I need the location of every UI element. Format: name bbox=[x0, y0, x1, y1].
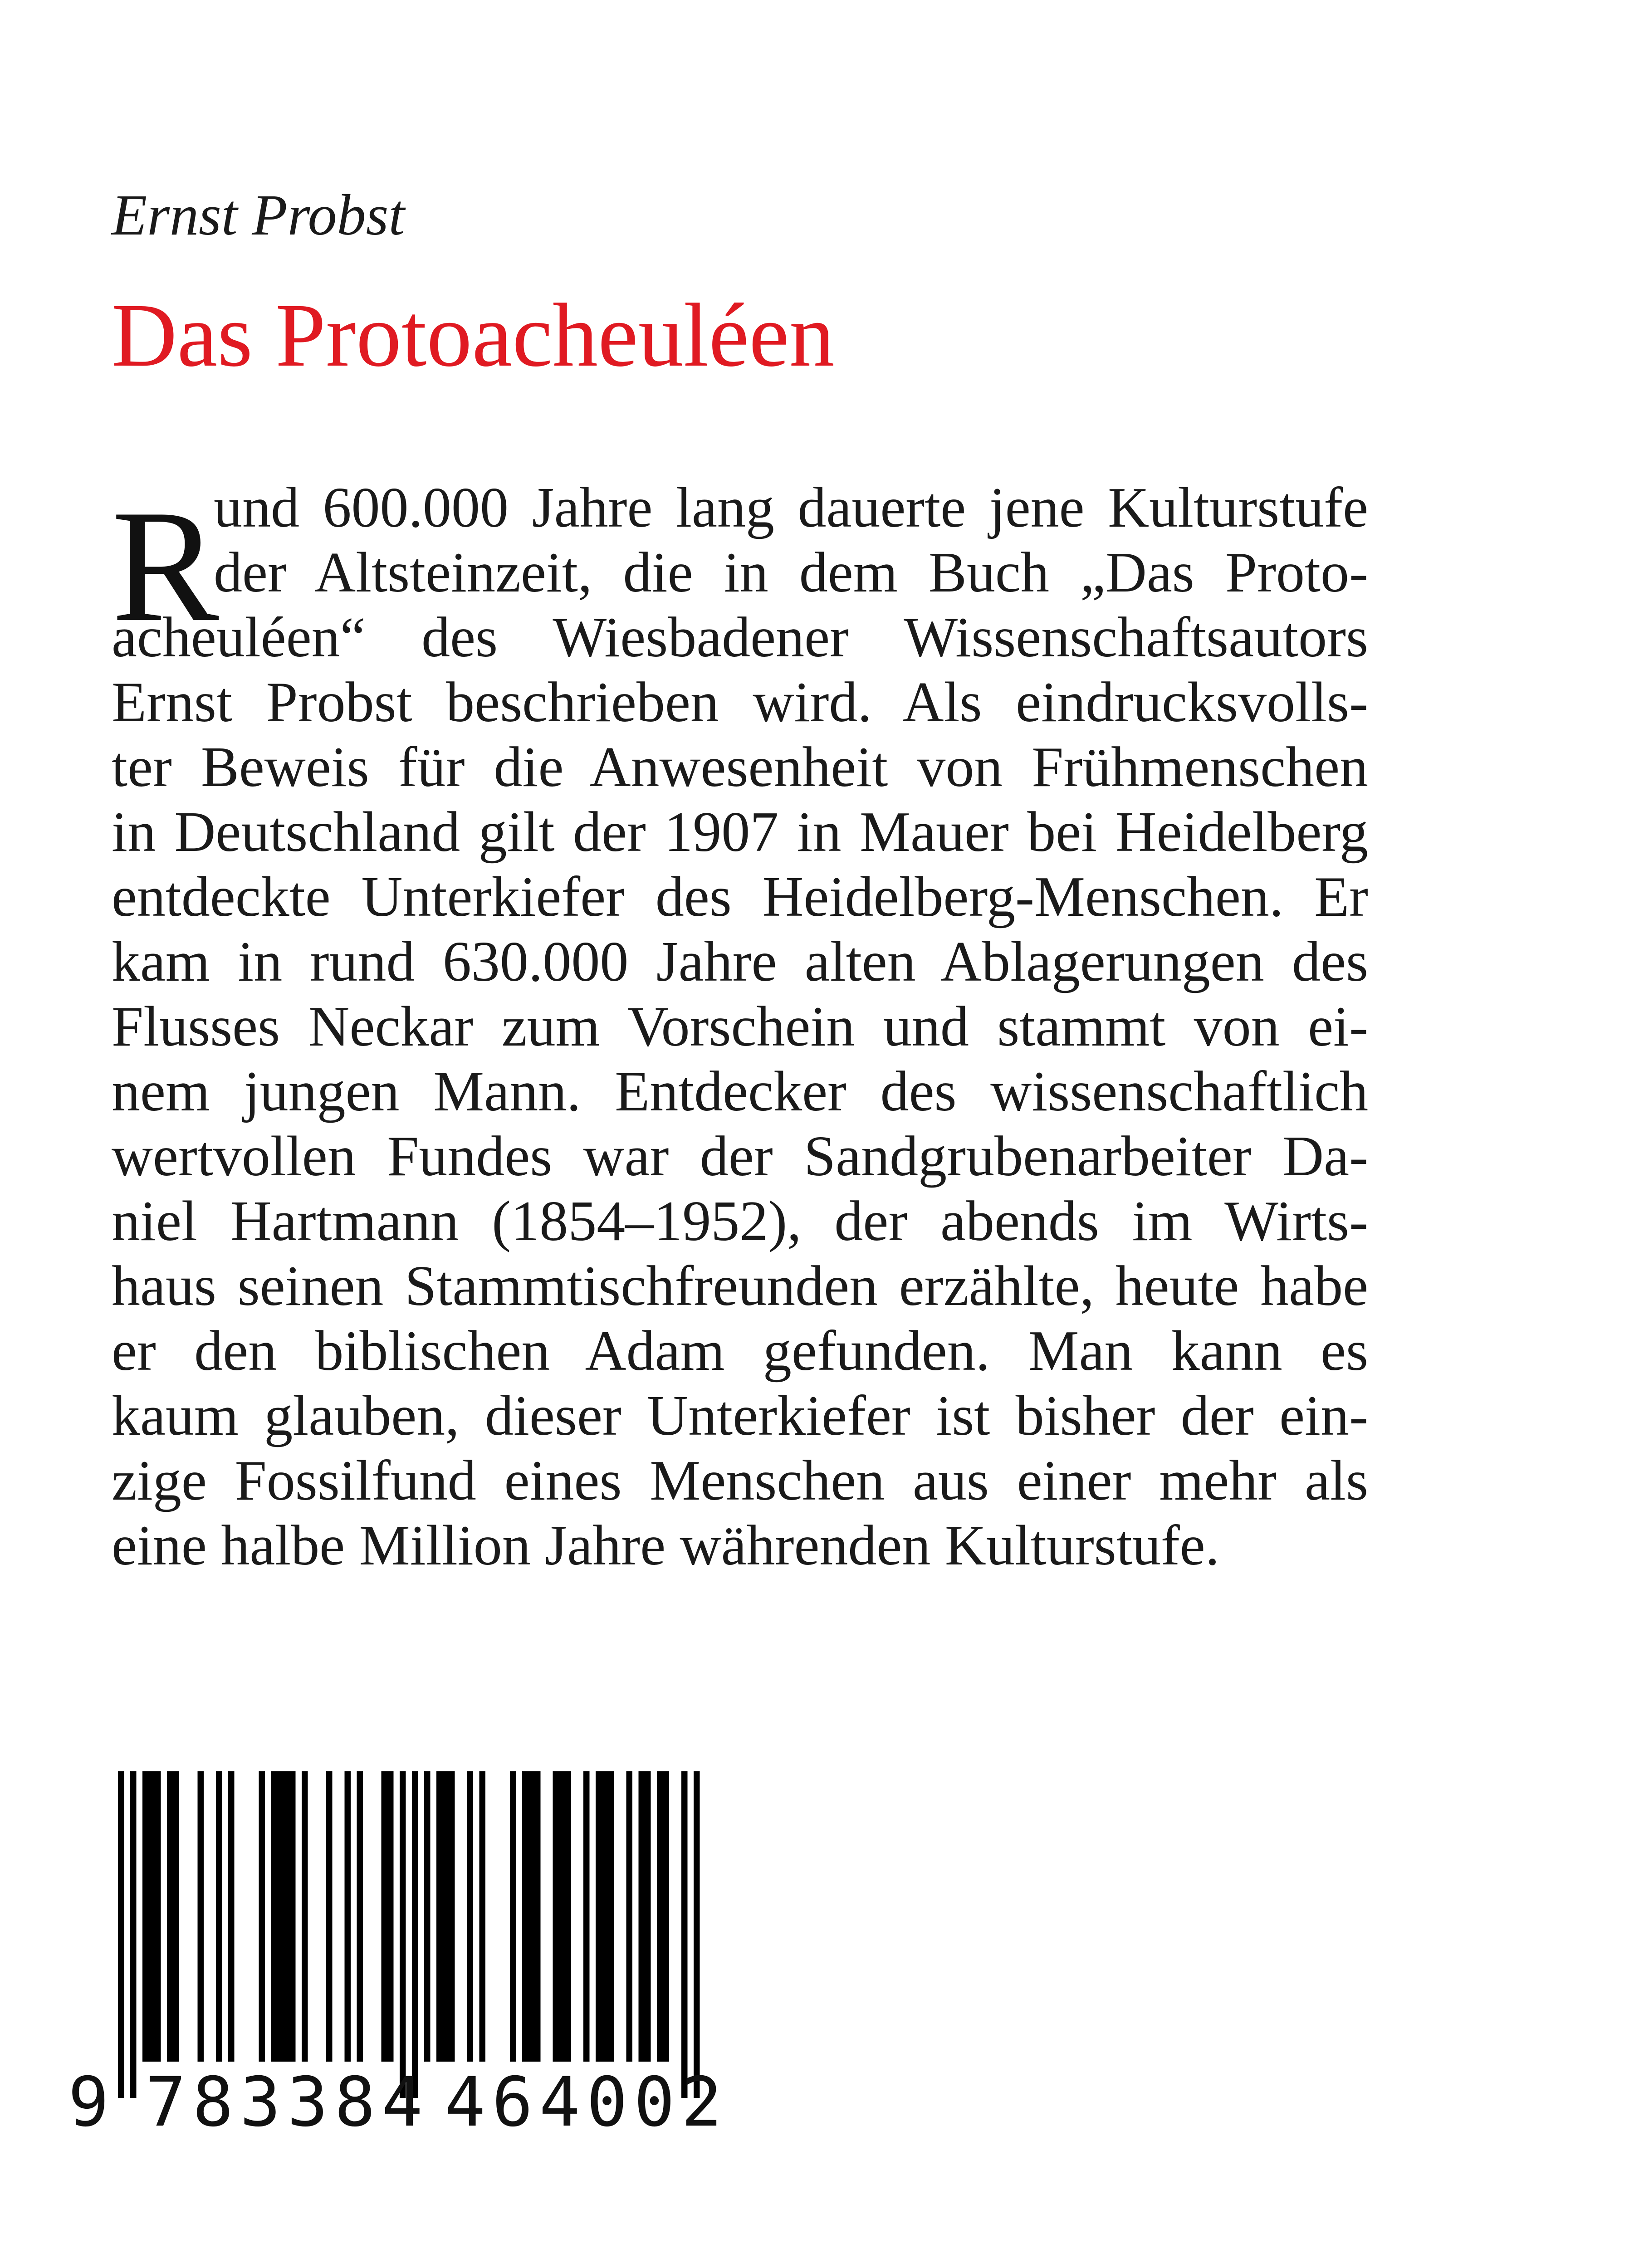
barcode-bar bbox=[449, 1771, 455, 2062]
barcode-bar bbox=[198, 1771, 204, 2062]
blurb-text bbox=[112, 475, 1368, 1578]
barcode-bar bbox=[522, 1771, 528, 2062]
book-title: Das Protoacheuléen bbox=[112, 285, 835, 386]
author-name: Ernst Probst bbox=[112, 183, 405, 247]
barcode-bar bbox=[326, 1771, 333, 2062]
blurb-line: niel Hartmann (1854–1952), der abends im Wirts- bbox=[112, 1190, 1368, 1253]
blurb-line: in Deutschland gilt der 1907 in Mauer bei Heidelberg bbox=[112, 801, 1368, 864]
barcode-bar bbox=[602, 1771, 608, 2062]
blurb-line: der Altsteinzeit, die in dem Buch „Das Proto- bbox=[214, 541, 1368, 604]
blurb-line: ter Beweis für die Anwesenheit von Frühmenschen bbox=[112, 736, 1368, 799]
barcode-bar bbox=[228, 1771, 235, 2062]
blurb-line: zige Fossilfund eines Menschen aus einer mehr als bbox=[112, 1449, 1368, 1512]
blurb-line: kam in rund 630.000 Jahre alten Ablagerungen des bbox=[112, 930, 1368, 993]
barcode-bar bbox=[694, 1771, 700, 2098]
barcode-bar bbox=[357, 1771, 363, 2062]
barcode-bar bbox=[608, 1771, 614, 2062]
barcode-bar bbox=[130, 1771, 137, 2098]
barcode-bar bbox=[626, 1771, 633, 2062]
blurb-line: acheuléen“ des Wiesbadener Wissenschaftsautors bbox=[112, 606, 1368, 669]
barcode-bar bbox=[534, 1771, 541, 2062]
barcode-bar bbox=[663, 1771, 670, 2062]
barcode-bar bbox=[277, 1771, 284, 2062]
barcode-bar bbox=[559, 1771, 565, 2062]
barcode-bar bbox=[681, 1771, 688, 2098]
barcode-bar bbox=[657, 1771, 663, 2062]
barcode-bar bbox=[149, 1771, 155, 2062]
blurb-line: und 600.000 Jahre lang dauerte jene Kulturstufe bbox=[214, 476, 1368, 539]
barcode-bar bbox=[510, 1771, 516, 2062]
barcode-right-group: 464002 bbox=[445, 2063, 729, 2142]
blurb-line: eine halbe Million Jahre währenden Kulturstufe. bbox=[112, 1514, 1220, 1577]
barcode-bar bbox=[387, 1771, 394, 2062]
blurb-line: nem jungen Mann. Entdecker des wissenschaftlich bbox=[112, 1060, 1368, 1123]
barcode-bar bbox=[289, 1771, 296, 2062]
barcode-bar bbox=[436, 1771, 443, 2062]
barcode-bar bbox=[528, 1771, 535, 2062]
barcode-bar bbox=[155, 1771, 161, 2062]
barcode-bar bbox=[639, 1771, 645, 2062]
barcode-bar bbox=[167, 1771, 173, 2062]
barcode-bar bbox=[173, 1771, 180, 2062]
blurb-line: er den biblischen Adam gefunden. Man kann es bbox=[112, 1320, 1368, 1383]
barcode-bar bbox=[412, 1771, 418, 2098]
barcode-bar bbox=[302, 1771, 308, 2062]
isbn-barcode bbox=[68, 1771, 730, 2143]
blurb-line: kaum glauben, dieser Unterkiefer ist bisher der ein- bbox=[112, 1384, 1368, 1447]
barcode-bar bbox=[118, 1771, 124, 2098]
barcode-bar bbox=[596, 1771, 602, 2062]
barcode-bar bbox=[553, 1771, 559, 2062]
barcode-bar bbox=[583, 1771, 590, 2062]
blurb-line: haus seinen Stammtischfreunden erzählte, heute habe bbox=[112, 1255, 1368, 1318]
barcode-left-group: 783384 bbox=[145, 2063, 429, 2142]
barcode-bar bbox=[400, 1771, 406, 2098]
barcode-bar bbox=[382, 1771, 388, 2062]
blurb-line: wertvollen Fundes war der Sandgrubenarbeiter Da- bbox=[112, 1125, 1368, 1188]
barcode-bar bbox=[259, 1771, 265, 2062]
barcode-bar bbox=[284, 1771, 290, 2062]
blurb-line: Flusses Neckar zum Vorschein und stammt von ei- bbox=[112, 995, 1368, 1058]
blurb-line: Ernst Probst beschrieben wird. Als eindrucksvolls- bbox=[112, 671, 1368, 734]
barcode-bar bbox=[480, 1771, 486, 2062]
barcode-bar bbox=[216, 1771, 222, 2062]
barcode-bar bbox=[142, 1771, 149, 2062]
barcode-bar bbox=[271, 1771, 278, 2062]
barcode-bar bbox=[467, 1771, 474, 2062]
barcode-bar bbox=[565, 1771, 572, 2062]
blurb-line: entdeckte Unterkiefer des Heidelberg-Menschen. Er bbox=[112, 865, 1368, 929]
drop-cap: R bbox=[112, 477, 219, 655]
barcode-bar bbox=[424, 1771, 431, 2062]
barcode-bar bbox=[443, 1771, 449, 2062]
barcode-bar bbox=[345, 1771, 351, 2062]
barcode-bar bbox=[645, 1771, 651, 2062]
barcode-lead-digit: 9 bbox=[68, 2063, 109, 2142]
